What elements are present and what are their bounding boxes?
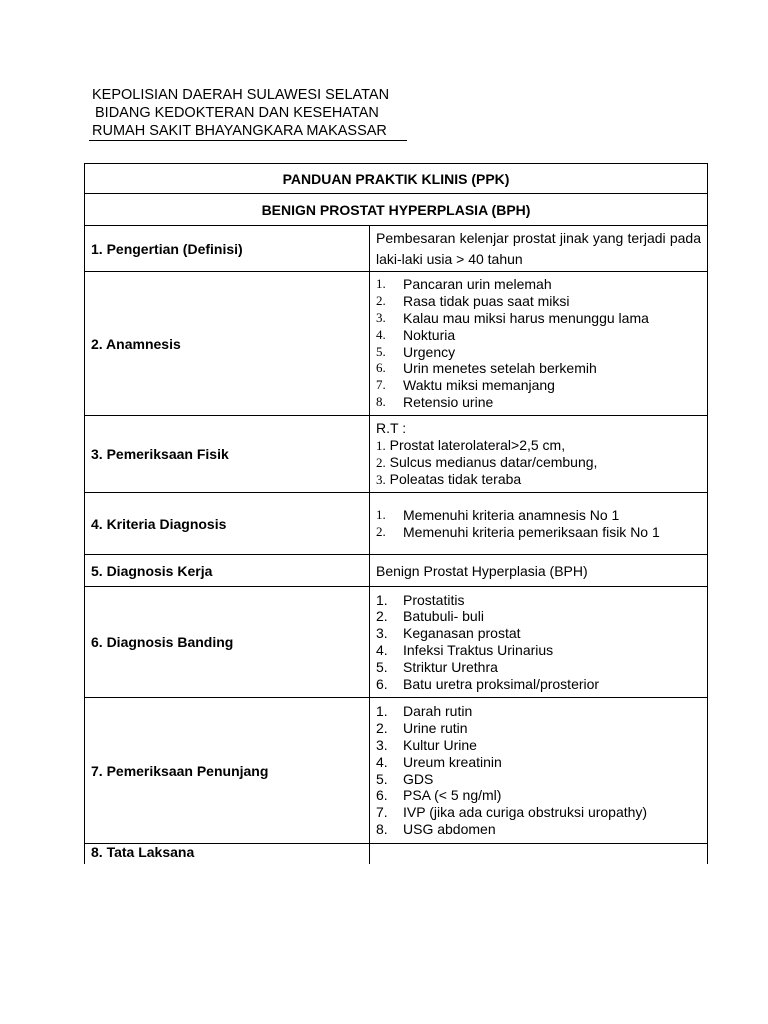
list-item-text: Waktu miksi memanjang [403,377,555,394]
list-item-text: Infeksi Traktus Urinarius [403,642,554,658]
label-anamnesis: 2. Anamnesis [85,272,370,416]
row-diagnosis-banding [85,587,708,698]
list-item-text: Batubuli- buli [403,608,484,625]
fisik-heading: R.T : [376,420,407,436]
label-pemeriksaan-fisik: 3. Pemeriksaan Fisik [85,416,370,493]
list-item-number: 2. [376,293,386,309]
list-item [376,524,701,541]
list-item [376,771,701,788]
list-item-text: Ureum kreatinin [403,753,502,770]
title-row [85,164,708,194]
list-item [376,327,701,344]
list-item-number: 1. [376,703,388,720]
list-item-number: 8. [376,820,388,837]
list-item [376,625,701,642]
list-item-text: GDS [403,770,434,787]
table-title: PANDUAN PRAKTIK KLINIS (PPK) [85,164,708,194]
list-item-text: Nokturia [403,326,456,343]
list-item-text: Kultur Urine [403,736,477,753]
row-diagnosis-kerja [85,555,708,587]
list-item-number: 4. [376,753,388,770]
list-item-number: 1. [376,506,386,522]
header-line-department: BIDANG KEDOKTERAN DAN KESEHATAN [95,105,379,121]
list-item-number: 6. [376,787,388,804]
header-line-hospital: RUMAH SAKIT BHAYANGKARA MAKASSAR [89,122,407,141]
subtitle-row [85,194,708,226]
value-diagnosis-banding [370,587,708,698]
label-tata-laksana: 8. Tata Laksana [85,844,370,864]
list-item [376,787,701,804]
fisik-item: 2. Sulcus medianus datar/cembung, [376,454,598,470]
label-pengertian: 1. Pengertian (Definisi) [85,226,370,272]
label-pemeriksaan-penunjang: 7. Pemeriksaan Penunjang [85,698,370,844]
fisik-item: 3. Poleatas tidak teraba [376,471,522,487]
list-item-number: 3. [376,736,388,753]
list-item-number: 5. [376,343,386,359]
list-item [376,507,701,524]
list-item-number: 5. [376,658,388,675]
list-item [376,821,701,838]
list-item-number: 2. [376,608,388,625]
row-anamnesis [85,272,708,416]
value-kriteria-diagnosis [370,493,708,555]
list-item [376,344,701,361]
list-item-text: Memenuhi kriteria pemeriksaan fisik No 1 [403,523,660,540]
list-item-text: IVP (jika ada curiga obstruksi uropathy) [403,804,648,821]
list-item-number: 6. [376,360,386,376]
kriteria-list [376,507,701,541]
list-item [376,394,701,411]
list-item-text: Prostatitis [403,591,465,608]
list-item-text: Retensio urine [403,393,494,410]
label-kriteria-diagnosis: 4. Kriteria Diagnosis [85,493,370,555]
list-item [376,276,701,293]
list-item-text: USG abdomen [403,820,496,837]
document-header [92,86,407,141]
list-item-number: 2. [376,720,388,737]
value-pengertian: Pembesaran kelenjar prostat jinak yang terjadi pada laki-laki usia > 40 tahun [370,226,708,272]
list-item-text: Batu uretra proksimal/prosterior [403,675,600,692]
list-item-number: 4. [376,326,386,342]
value-diagnosis-kerja: Benign Prostat Hyperplasia (BPH) [370,555,708,587]
list-item-number: 8. [376,393,386,409]
list-item [376,293,701,310]
list-item-text: Rasa tidak puas saat miksi [403,293,570,310]
list-item-number: 1. [376,276,386,292]
fisik-item: 1. Prostat laterolateral>2,5 cm, [376,437,566,453]
list-item [376,720,701,737]
list-item-number: 3. [376,309,386,325]
list-item-number: 6. [376,675,388,692]
label-diagnosis-banding: 6. Diagnosis Banding [85,587,370,698]
row-pemeriksaan-fisik [85,416,708,493]
list-item [376,804,701,821]
value-pemeriksaan-penunjang [370,698,708,844]
list-item-text: Keganasan prostat [403,625,521,642]
header-line-police: KEPOLISIAN DAERAH SULAWESI SELATAN [92,87,390,103]
list-item-text: Urine rutin [403,720,468,737]
list-item [376,592,701,609]
row-kriteria-diagnosis [85,493,708,555]
banding-list [376,592,701,693]
list-item [376,310,701,327]
list-item-number: 1. [376,591,388,608]
list-item-text: Kalau mau miksi harus menunggu lama [403,309,649,326]
list-item [376,360,701,377]
list-item-number: 2. [376,523,386,539]
list-item-number: 5. [376,770,388,787]
list-item-number: 4. [376,642,388,658]
penunjang-list [376,703,701,837]
list-item [376,737,701,754]
row-tata-laksana [85,844,708,864]
list-item [376,676,701,693]
value-anamnesis [370,272,708,416]
list-item [376,754,701,771]
list-item [376,703,701,720]
list-item-text: Pancaran urin melemah [403,276,552,293]
label-diagnosis-kerja: 5. Diagnosis Kerja [85,555,370,587]
anamnesis-list [376,276,701,410]
list-item-text: Darah rutin [403,703,473,720]
list-item-text: Urgency [403,343,456,360]
list-item [376,377,701,394]
row-pemeriksaan-penunjang [85,698,708,844]
value-pemeriksaan-fisik [370,416,708,493]
list-item-number: 7. [376,804,388,821]
list-item-number: 3. [376,625,388,642]
ppk-table [84,163,708,864]
list-item [376,608,701,625]
table-subtitle: BENIGN PROSTAT HYPERPLASIA (BPH) [85,194,708,226]
row-pengertian [85,226,708,272]
list-item-number: 7. [376,377,386,393]
list-item [376,659,701,676]
list-item [376,642,701,659]
list-item-text: Striktur Urethra [403,658,498,675]
list-item-text: PSA (< 5 ng/ml) [403,787,502,804]
list-item-text: Memenuhi kriteria anamnesis No 1 [403,506,620,523]
value-tata-laksana [370,844,708,864]
list-item-text: Urin menetes setelah berkemih [403,360,597,377]
